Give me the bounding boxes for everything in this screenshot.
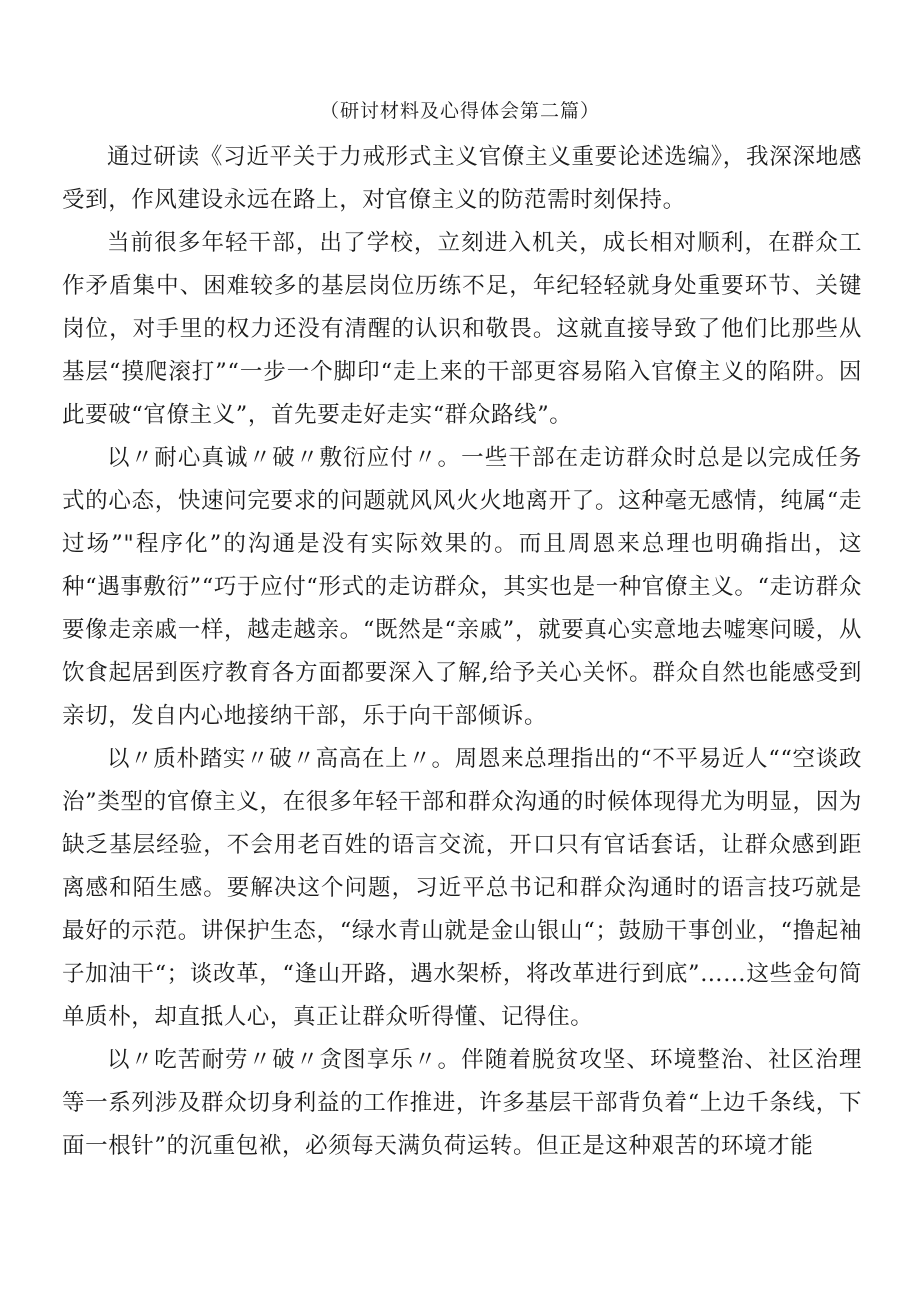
document-body [62, 136, 862, 1168]
paragraph-intro: 通过研读《习近平关于力戒形式主义官僚主义重要论述选编》，我深深地感受到，作风建设永远在路上，对官僚主义的防范需时刻保持。 [62, 144, 862, 213]
paragraph-patience-sincerity: 以〃耐心真诚〃破〃敷衍应付〃。一些干部在走访群众时总是以完成任务式的心态，快速问完要求的问题就风风火火地离开了。这种毫无感情，纯属“走过场”"程序化”的沟通是没有实际效果的。而且周恩来总理也明确指出，这种“遇事敷衍”“巧于应付“形式的走访群众，其实也是一种官僚主义。“走访群众要像走亲戚一样，越走越亲。“既然是“亲戚”，就要真心实意地去嘘寒问暖，从饮食起居到医疗教育各方面都要深入了解,给予关心关怀。群众自然也能感受到亲切，发自内心地接纳干部，乐于向干部倾诉。 [62, 445, 862, 729]
paragraph-young-cadres: 当前很多年轻干部，出了学校，立刻进入机关，成长相对顺利，在群众工作矛盾集中、困难较多的基层岗位历练不足，年纪轻轻就身处重要环节、关键岗位，对手里的权力还没有清醒的认识和敬畏。这就直接导致了他们比那些从基层“摸爬滚打”“一步一个脚印“走上来的干部更容易陷入官僚主义的陷阱。因此要破“官僚主义”，首先要走好走实“群众路线”。 [62, 230, 862, 428]
document-title: （研讨材料及心得体会第二篇） [319, 100, 600, 122]
paragraph-simple-practical: 以〃质朴踏实〃破〃高高在上〃。周恩来总理指出的“不平易近人““空谈政治”类型的官僚主义，在很多年轻干部和群众沟通的时候体现得尤为明显，因为缺乏基层经验，不会用老百姓的语言交流，开口只有官话套话，让群众感到距离感和陌生感。要解决这个问题，习近平总书记和群众沟通时的语言技巧就是最好的示范。讲保护生态，“绿水青山就是金山银山“；鼓励干事创业，“撸起袖子加油干“；谈改革，“逢山开路，遇水架桥，将改革进行到底”……这些金句简单质朴，却直抵人心，真正让群众听得懂、记得住。 [62, 746, 862, 1030]
paragraph-hard-work: 以〃吃苦耐劳〃破〃贪图享乐〃。伴随着脱贫攻坚、环境整治、社区治理等一系列涉及群众切身利益的工作推进，许多基层干部背负着“上边千条线，下面一根针”的沉重包袱，必须每天满负荷运转。但正是这种艰苦的环境才能 [62, 1047, 862, 1159]
